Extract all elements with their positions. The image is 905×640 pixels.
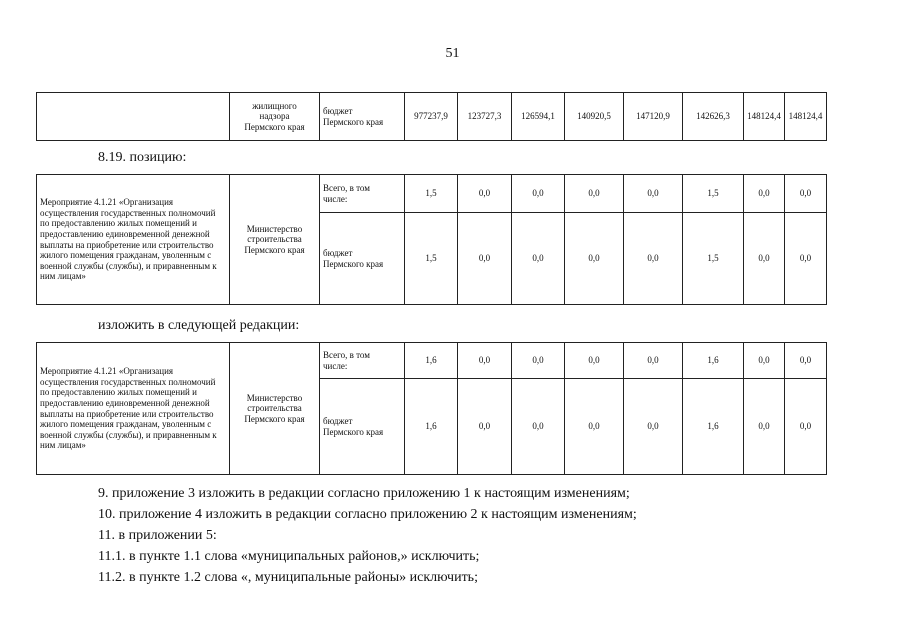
value-cell: 0,0 [624, 175, 683, 213]
paragraph-9: 9. приложение 3 изложить в редакции согласно приложению 1 к настоящим изменениям; [98, 486, 630, 501]
value-cell: 0,0 [565, 379, 624, 475]
top-table [36, 92, 827, 141]
value-cell: 1,6 [405, 343, 458, 379]
value-cell: 1,5 [683, 175, 744, 213]
value-cell: 0,0 [512, 213, 565, 305]
executor-cell: жилищного надзора Пермского края [230, 93, 320, 141]
value-cell: 0,0 [785, 343, 827, 379]
value-cell: 1,6 [405, 379, 458, 475]
value-cell: 0,0 [624, 343, 683, 379]
value-cell: 1,6 [683, 343, 744, 379]
source-cell: бюджет Пермского края [320, 213, 405, 305]
value-cell: 0,0 [458, 213, 512, 305]
value-cell: 977237,9 [405, 93, 458, 141]
value-cell: 142626,3 [683, 93, 744, 141]
value-cell: 1,5 [405, 175, 458, 213]
executor-cell: Министерство строительства Пермского края [230, 175, 320, 305]
value-cell: 0,0 [744, 379, 785, 475]
source-cell: бюджет Пермского края [320, 93, 405, 141]
value-cell: 0,0 [458, 379, 512, 475]
value-cell: 0,0 [512, 343, 565, 379]
paragraph-10: 10. приложение 4 изложить в редакции согласно приложению 2 к настоящим изменениям; [98, 507, 637, 522]
new-position-table [36, 342, 827, 475]
replace-heading: изложить в следующей редакции: [98, 318, 300, 333]
value-cell: 0,0 [785, 213, 827, 305]
value-cell: 0,0 [744, 175, 785, 213]
paragraph-11: 11. в приложении 5: [98, 528, 217, 543]
value-cell: 1,6 [683, 379, 744, 475]
section-heading: 8.19. позицию: [98, 150, 187, 165]
paragraph-11-1: 11.1. в пункте 1.1 слова «муниципальных районов,» исключить; [98, 549, 480, 564]
value-cell: 1,5 [683, 213, 744, 305]
source-cell: Всего, в том числе: [320, 175, 405, 213]
old-position-table [36, 174, 827, 305]
value-cell: 0,0 [512, 379, 565, 475]
value-cell: 0,0 [565, 343, 624, 379]
value-cell: 0,0 [512, 175, 565, 213]
empty-cell [37, 93, 230, 141]
value-cell: 0,0 [458, 175, 512, 213]
value-cell: 0,0 [458, 343, 512, 379]
value-cell: 0,0 [785, 175, 827, 213]
value-cell: 0,0 [565, 213, 624, 305]
page-number: 51 [445, 46, 460, 61]
source-cell: Всего, в том числе: [320, 343, 405, 379]
value-cell: 140920,5 [565, 93, 624, 141]
value-cell: 0,0 [565, 175, 624, 213]
value-cell: 0,0 [744, 213, 785, 305]
measure-description: Мероприятие 4.1.21 «Организация осуществления государственных полномочий по предоставлению жилых помещений и предоставлению единовременной денежной выплаты на приобретение или строительство жилого помещения гражданам, уволенным с военной службы (службы), и приравненным к ним лицам» [37, 175, 230, 305]
source-cell: бюджет Пермского края [320, 379, 405, 475]
value-cell: 1,5 [405, 213, 458, 305]
value-cell: 147120,9 [624, 93, 683, 141]
value-cell: 126594,1 [512, 93, 565, 141]
executor-cell: Министерство строительства Пермского края [230, 343, 320, 475]
measure-description: Мероприятие 4.1.21 «Организация осуществления государственных полномочий по предоставлению жилых помещений и предоставлению единовременной денежной выплаты на приобретение или строительство жилого помещения гражданам, уволенным с военной службы (службы), и приравненным к ним лицам» [37, 343, 230, 475]
value-cell: 0,0 [785, 379, 827, 475]
value-cell: 0,0 [624, 379, 683, 475]
value-cell: 148124,4 [785, 93, 827, 141]
paragraph-11-2: 11.2. в пункте 1.2 слова «, муниципальные районы» исключить; [98, 570, 478, 585]
value-cell: 148124,4 [744, 93, 785, 141]
value-cell: 0,0 [744, 343, 785, 379]
value-cell: 123727,3 [458, 93, 512, 141]
value-cell: 0,0 [624, 213, 683, 305]
